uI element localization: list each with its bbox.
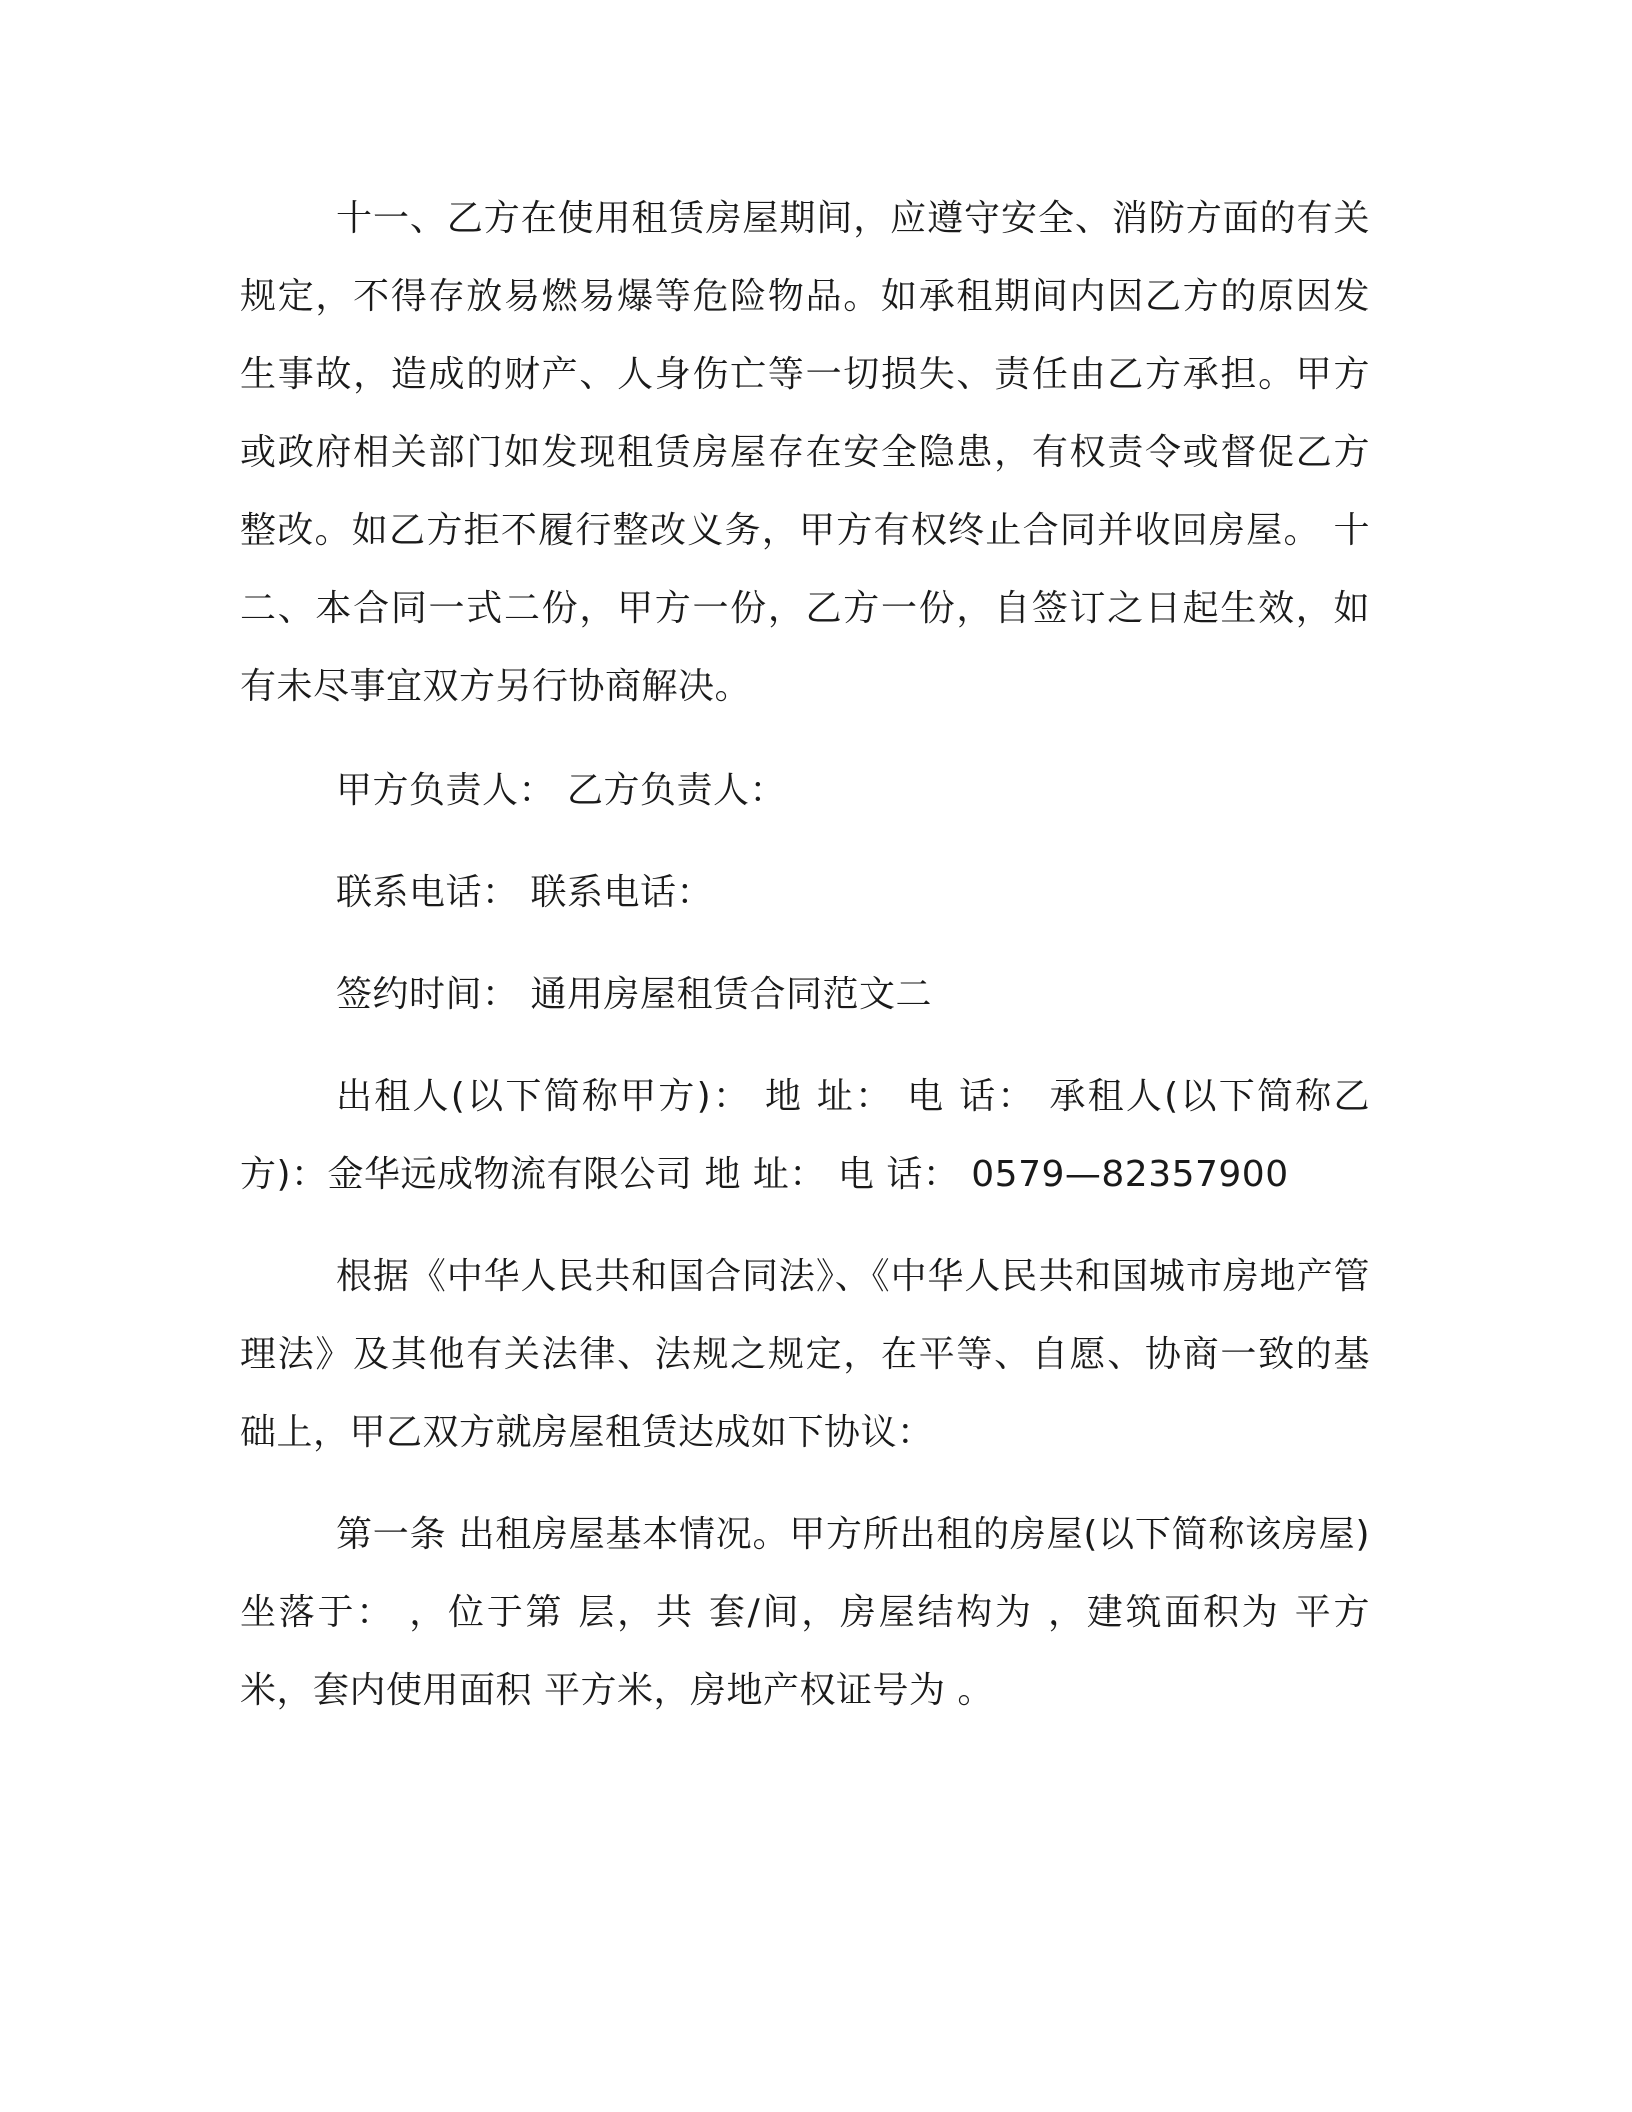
- paragraph-article-1: 第一条 出租房屋基本情况。甲方所出租的房屋(以下简称该房屋)坐落于： ，位于第 层，共 套/间，房屋结构为 ，建筑面积为 平方米，套内使用面积 平方米，房地产权证号为 。: [240, 1514, 1370, 1711]
- paragraph-party-a-b-responsible: 甲方负责人： 乙方负责人：: [336, 770, 786, 811]
- paragraph-contact-phone: 联系电话： 联系电话：: [336, 872, 713, 913]
- paragraph-signing-time: 签约时间： 通用房屋租赁合同范文二: [336, 974, 932, 1015]
- paragraph-lessor-lessee: 出租人(以下简称甲方)： 地 址： 电 话： 承租人(以下简称乙方)：金华远成物流有限公司 地 址： 电 话： 0579—82357900: [240, 1076, 1370, 1195]
- paragraph-legal-basis: 根据《中华人民共和国合同法》、《中华人民共和国城市房地产管理法》及其他有关法律、法规之规定，在平等、自愿、协商一致的基础上，甲乙双方就房屋租赁达成如下协议：: [240, 1256, 1370, 1453]
- paragraph-clause-11-12: 十一、乙方在使用租赁房屋期间，应遵守安全、消防方面的有关规定，不得存放易燃易爆等危险物品。如承租期间内因乙方的原因发生事故，造成的财产、人身伤亡等一切损失、责任由乙方承担。甲方或政府相关部门如发现租赁房屋存在安全隐患，有权责令或督促乙方整改。如乙方拒不履行整改义务，甲方有权终止合同并收回房屋。 十二、本合同一式二份，甲方一份，乙方一份，自签订之日起生效，如有未尽事宜双方另行协商解决。: [240, 198, 1370, 707]
- document-body: [240, 180, 1370, 1730]
